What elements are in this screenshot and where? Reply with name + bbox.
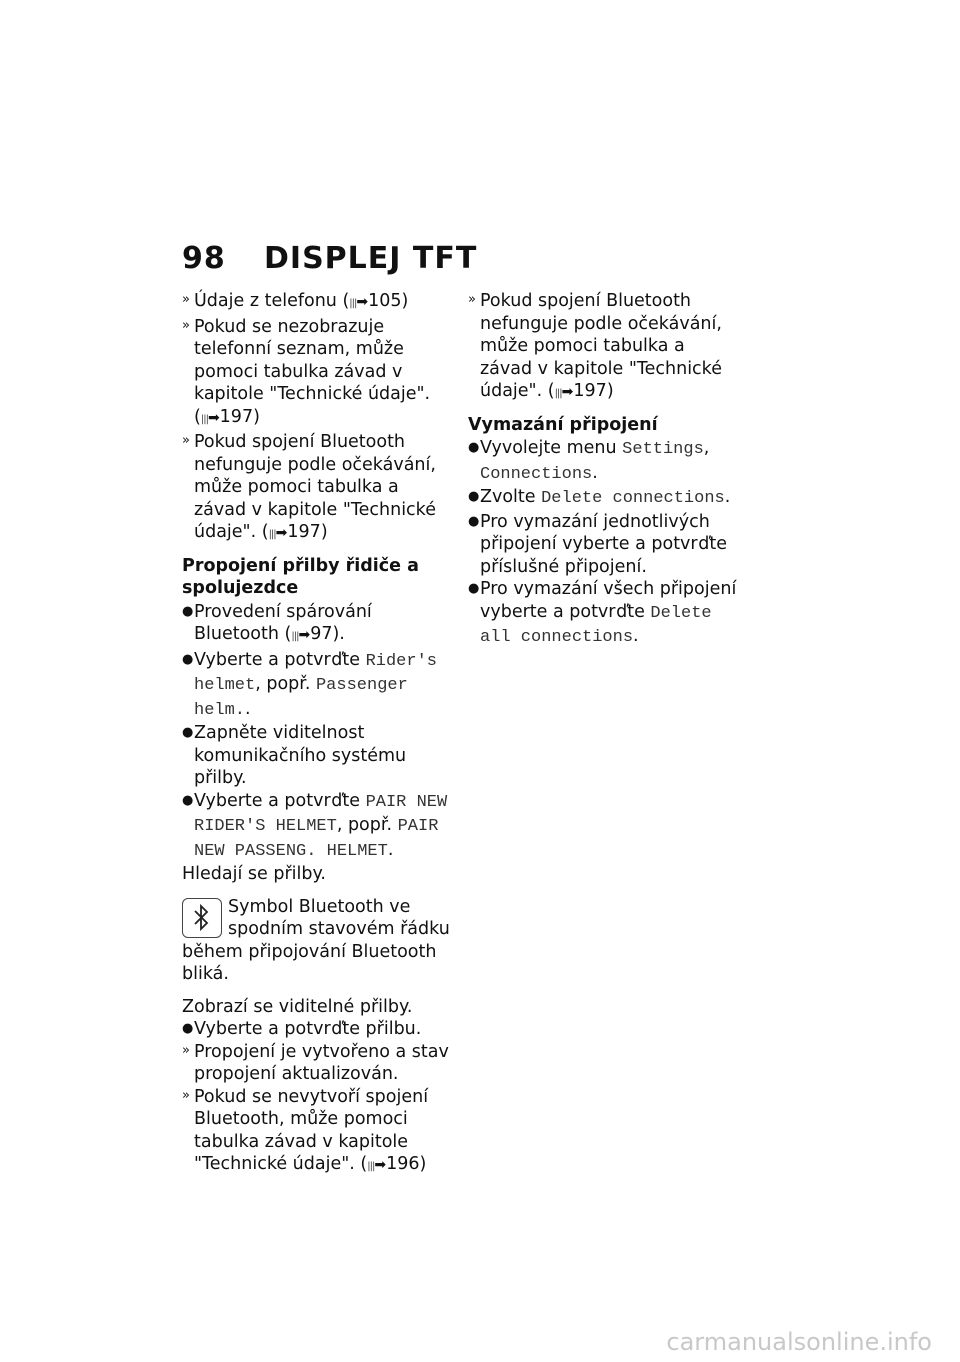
bullet-icon: ● xyxy=(182,603,194,619)
bullet-icon: ● xyxy=(182,651,194,667)
result-item: » Pokud se nevytvoří spojení Bluetooth, může pomoci tabulka závad v kapitole "Technické údaje". (|||➡ 196) xyxy=(182,1086,429,1174)
result-marker-icon: » xyxy=(182,292,190,307)
menu-item-pair-new-passenger-helmet: PAIR NEW PASSENG. HELMET xyxy=(194,817,439,861)
watermark: carmanualsonline.info xyxy=(666,1328,932,1356)
action-step: ● Provedení spárování Bluetooth (|||➡ 97). xyxy=(182,601,372,644)
result-marker-icon: » xyxy=(182,433,190,448)
menu-item-riders-helmet: Rider's helmet xyxy=(194,651,437,695)
section-heading: Vymazání připojení xyxy=(468,414,658,435)
result-marker-icon: » xyxy=(182,1087,190,1103)
status-text: Zobrazí se viditelné přilby. xyxy=(182,996,413,1017)
page-reference[interactable]: |||➡ 196 xyxy=(367,1154,420,1174)
result-marker-icon: » xyxy=(182,1042,190,1058)
menu-item-pair-new-riders-helmet: PAIR NEW RIDER'S HELMET xyxy=(194,792,448,836)
action-step: ● Vyvolejte menu Settings, Connections. xyxy=(468,438,710,484)
bullet-icon: ● xyxy=(468,513,480,529)
result-item: » Pokud spojení Bluetooth nefunguje podle očekávání, může pomoci tabulka a závad v kapitole "Technické údaje". (|||➡ 197) xyxy=(182,432,436,542)
result-item: » Údaje z telefonu (|||➡ 105) xyxy=(182,291,409,311)
arrow-right-icon: |||➡ xyxy=(268,525,286,541)
menu-item-settings: Settings xyxy=(622,440,704,459)
bullet-icon: ● xyxy=(182,1021,194,1036)
bullet-icon: ● xyxy=(182,725,194,740)
action-step: ● Pro vymazání jednotlivých připojení vyberte a potvrďte příslušné připojení. xyxy=(468,511,727,577)
page-reference[interactable]: |||➡ 97 xyxy=(291,624,333,644)
bullet-icon: ● xyxy=(468,581,480,596)
status-text: Hledají se přilby. xyxy=(182,864,326,884)
result-marker-icon: » xyxy=(182,317,190,333)
result-item: » Pokud se nezobrazuje telefonní seznam, může pomoci tabulka závad v kapitole "Technické údaje". (|||➡ 197) xyxy=(182,316,431,427)
result-marker-icon: » xyxy=(468,292,476,307)
page-title: DISPLEJ TFT xyxy=(264,241,478,276)
menu-item-delete-all-connections: Delete all connections xyxy=(480,603,712,647)
menu-item-connections: Connections xyxy=(480,464,593,484)
bluetooth-icon xyxy=(182,898,222,938)
action-step: ● Zapněte viditelnost komunikačního systému přilby. xyxy=(182,723,407,788)
arrow-right-icon: |||➡ xyxy=(291,627,309,643)
menu-item-passenger-helmet: Passenger helm. xyxy=(194,676,408,720)
action-step: ● Vyberte a potvrďte Rider's helmet, popř. Passenger helm.. xyxy=(182,649,437,720)
page-header xyxy=(182,241,477,276)
action-step: ● Pro vymazání všech připojení vyberte a potvrďte Delete all connections. xyxy=(468,579,737,647)
arrow-right-icon: |||➡ xyxy=(200,409,218,426)
arrow-right-icon: |||➡ xyxy=(367,1157,385,1173)
bullet-icon: ● xyxy=(468,440,480,455)
result-item: » Pokud spojení Bluetooth nefunguje podle očekávání, může pomoci tabulka a závad v kapitole "Technické údaje". (|||➡ 197) xyxy=(468,291,722,401)
menu-item-delete-connections: Delete connections xyxy=(541,489,725,508)
bullet-icon: ● xyxy=(468,489,480,504)
page-number: 98 xyxy=(182,241,226,276)
action-step: ● Vyberte a potvrďte PAIR NEW RIDER'S HELMET, popř. PAIR NEW PASSENG. HELMET. xyxy=(182,790,448,861)
bluetooth-note: Symbol Bluetooth ve spodním stavovém řádku během připojování Bluetooth bliká. xyxy=(182,896,450,984)
section-heading: Propojení přilby řidiče a spolujezdce xyxy=(182,555,419,598)
action-step: ● Vyberte a potvrďte přilbu. xyxy=(182,1019,422,1039)
result-item: » Propojení je vytvořeno a stav propojení aktualizován. xyxy=(182,1041,449,1084)
page-reference[interactable]: |||➡ 197 xyxy=(268,522,321,542)
left-column xyxy=(182,290,454,1179)
page-reference[interactable]: |||➡ 197 xyxy=(554,381,607,401)
action-step: ● Zvolte Delete connections. xyxy=(468,487,731,508)
bullet-icon: ● xyxy=(182,792,194,808)
right-column xyxy=(468,290,738,650)
page-reference[interactable]: |||➡ 105 xyxy=(349,291,402,311)
arrow-right-icon: |||➡ xyxy=(554,384,572,400)
arrow-right-icon: |||➡ xyxy=(349,294,367,310)
page-reference[interactable]: |||➡ 197 xyxy=(200,406,254,427)
